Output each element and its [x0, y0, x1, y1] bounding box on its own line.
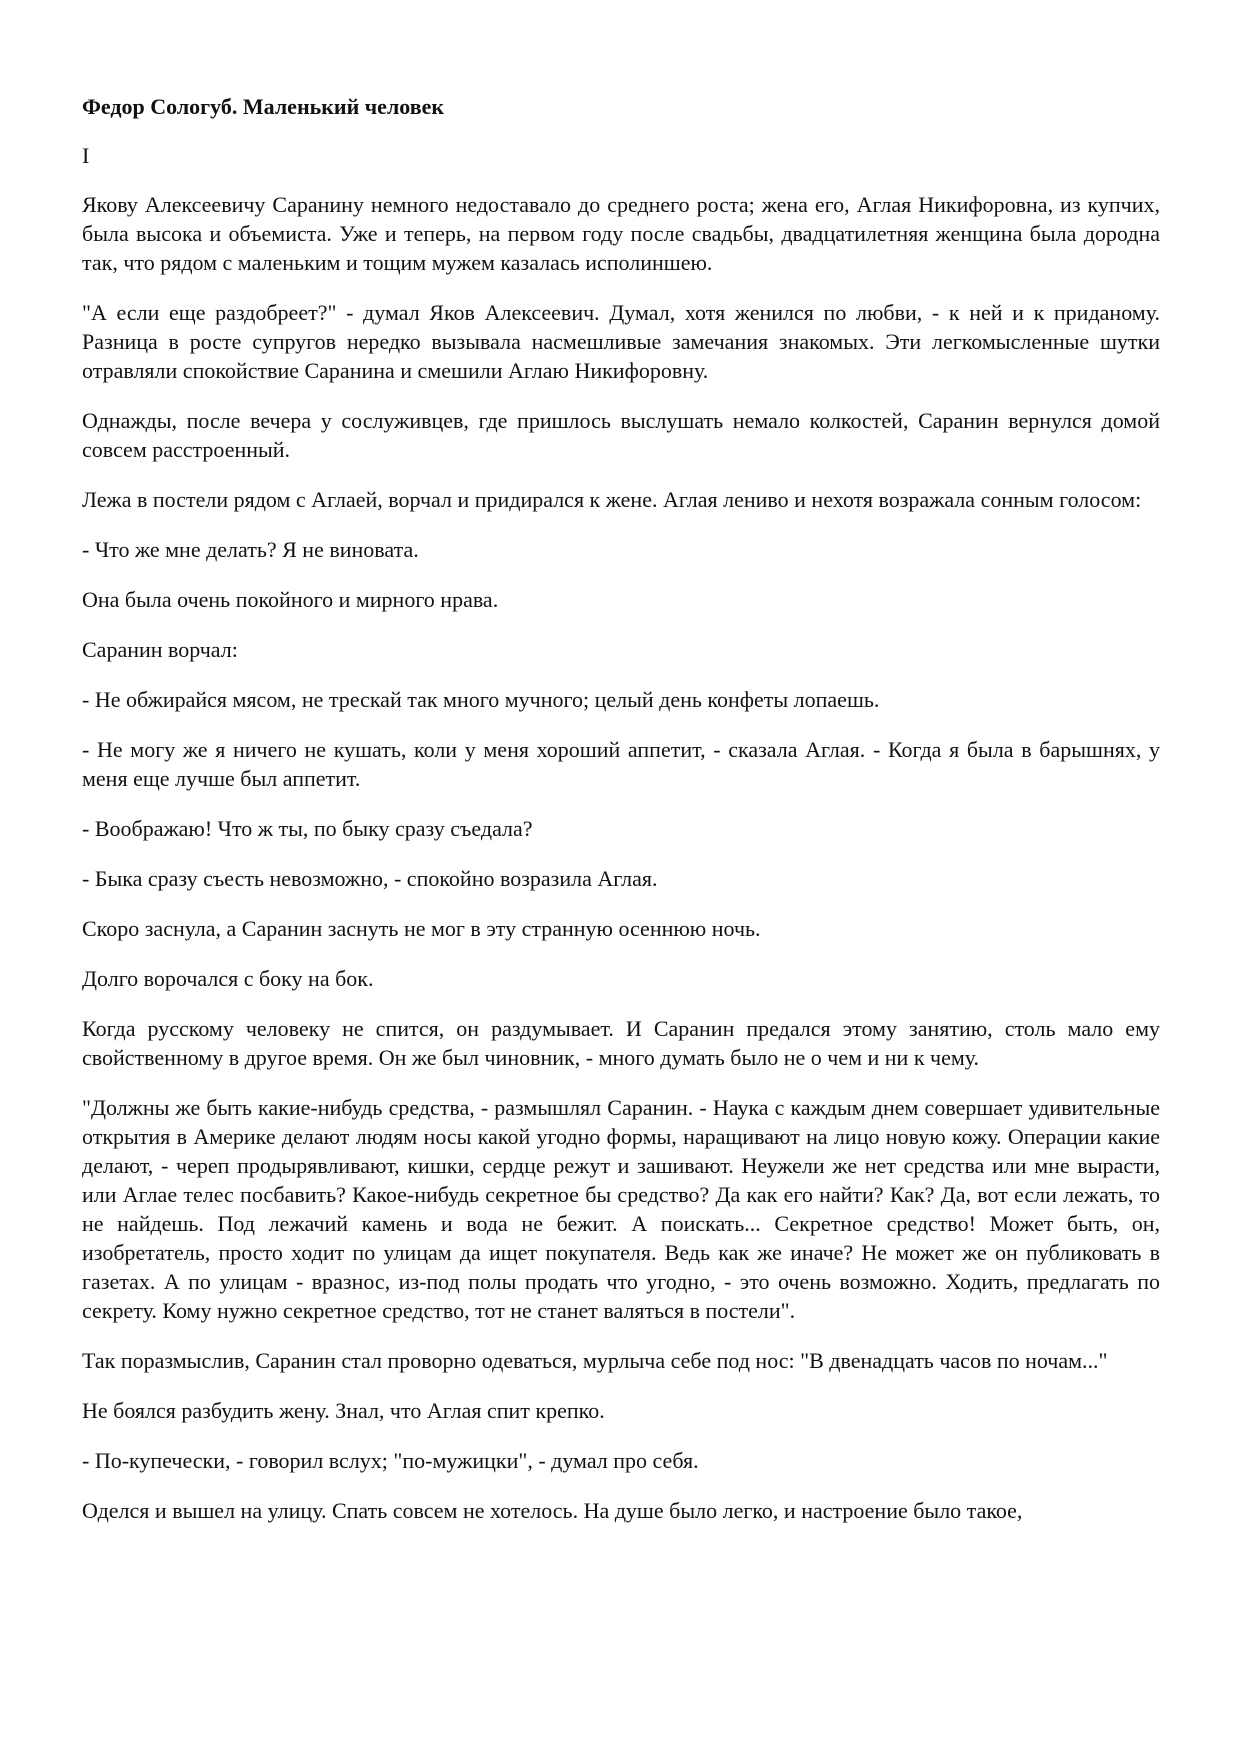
paragraph-1: Якову Алексеевичу Саранину немного недоставало до среднего роста; жена его, Аглая Никифоровна, из купчих, была высока и объемиста. Уже и теперь, на первом году после свадьбы, двадцатилетняя женщина была дородна так, что рядом с маленьким и тощим мужем казалась исполиншею. — [82, 192, 1160, 275]
paragraph-6: Она была очень покойного и мирного нрава. — [82, 587, 499, 612]
paragraph-2: "А если еще раздобреет?" - думал Яков Алексеевич. Думал, хотя женился по любви, - к ней и к приданому. Разница в росте супругов нередко вызывала насмешливые замечания знакомых. Эти легкомысленные шутки отравляли спокойствие Саранина и смешили Аглаю Никифоровну. — [82, 300, 1160, 383]
paragraph-10: - Воображаю! Что ж ты, по быку сразу съедала? — [82, 816, 533, 841]
paragraph-11: - Быка сразу съесть невозможно, - спокойно возразила Аглая. — [82, 866, 658, 891]
chapter-number: I — [82, 143, 90, 168]
paragraph-15: "Должны же быть какие-нибудь средства, - размышлял Саранин. - Наука с каждым днем совершает удивительные открытия в Америке делают людям носы какой угодно формы, наращивают на лицо новую кожу. Операции какие делают, - череп продырявливают, кишки, сердце режут и зашивают. Неужели же нет средства или мне вырасти, или Аглае телес посбавить? Какое-нибудь секретное бы средство? Да как его найти? Как? Да, вот если лежать, то не найдешь. Под лежачий камень и вода не бежит. А поискать... Секретное средство! Может быть, он, изобретатель, просто ходит по улицам да ищет покупателя. Ведь как же иначе? Не может же он публиковать в газетах. А по улицам - вразнос, из-под полы продать что угодно, - это очень возможно. Ходить, предлагать по секрету. Кому нужно секретное средство, тот не станет валяться в постели". — [82, 1095, 1160, 1323]
paragraph-18: - По-купечески, - говорил вслух; "по-мужицки", - думал про себя. — [82, 1448, 699, 1473]
paragraph-9: - Не могу же я ничего не кушать, коли у меня хороший аппетит, - сказала Аглая. - Когда я была в барышнях, у меня еще лучше был аппетит. — [82, 737, 1160, 791]
paragraph-7: Саранин ворчал: — [82, 637, 238, 662]
document-body — [82, 92, 1160, 1546]
paragraph-16: Так поразмыслив, Саранин стал проворно одеваться, мурлыча себе под нос: "В двенадцать часов по ночам..." — [82, 1348, 1108, 1373]
document-title: Федор Сологуб. Маленький человек — [82, 94, 445, 119]
paragraph-14: Когда русскому человеку не спится, он раздумывает. И Саранин предался этому занятию, столь мало ему свойственному в другое время. Он же был чиновник, - много думать было не о чем и ни к чему. — [82, 1016, 1160, 1070]
paragraph-4: Лежа в постели рядом с Аглаей, ворчал и придирался к жене. Аглая лениво и нехотя возражала сонным голосом: — [82, 487, 1142, 512]
paragraph-3: Однажды, после вечера у сослуживцев, где пришлось выслушать немало колкостей, Саранин вернулся домой совсем расстроенный. — [82, 408, 1160, 462]
paragraph-13: Долго ворочался с боку на бок. — [82, 966, 374, 991]
paragraph-12: Скоро заснула, а Саранин заснуть не мог в эту странную осеннюю ночь. — [82, 916, 761, 941]
paragraph-5: - Что же мне делать? Я не виновата. — [82, 537, 419, 562]
paragraph-8: - Не обжирайся мясом, не трескай так много мучного; целый день конфеты лопаешь. — [82, 687, 880, 712]
paragraph-17: Не боялся разбудить жену. Знал, что Аглая спит крепко. — [82, 1398, 605, 1423]
paragraph-19: Оделся и вышел на улицу. Спать совсем не хотелось. На душе было легко, и настроение было такое, — [82, 1498, 1023, 1523]
